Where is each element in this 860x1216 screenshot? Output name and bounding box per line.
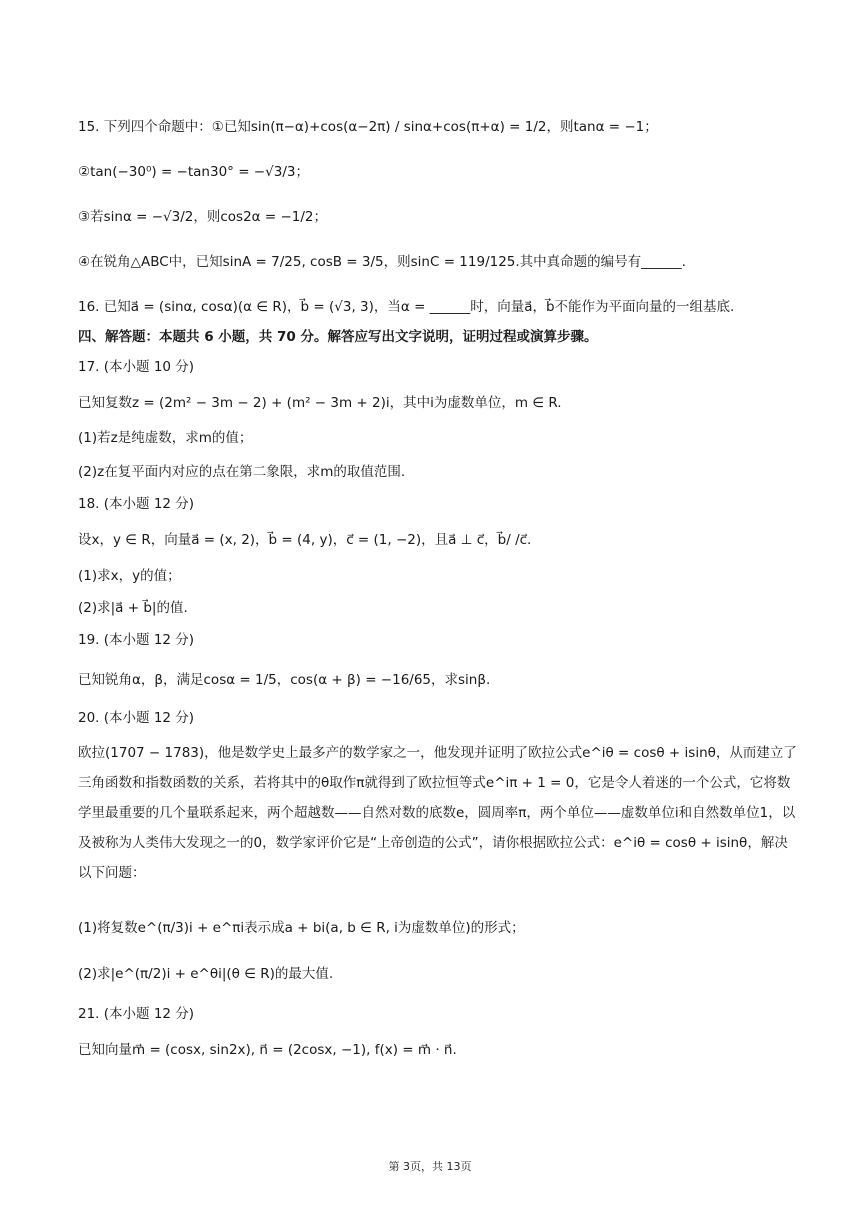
q16-stem: 16. 已知a⃗ = (sinα, cosα)(α ∈ R)，b⃗ = (√3, 3)，当α = ______时，向量a⃗，b⃗不能作为平面向量的一组基底. [78, 299, 735, 315]
q15-statement-4: ④在锐角△ABC中，已知sinA = 7/25, cosB = 3/5，则sinC = 119/125.其中真命题的编号有______. [78, 254, 686, 270]
q18-header: 18. (本小题 12 分) [78, 496, 195, 512]
q20-part-1: (1)将复数e^(π/3)i + e^πi表示成a + bi(a, b ∈ R, i为虚数单位)的形式； [78, 920, 525, 936]
q18-part-2: (2)求|a⃗ + b⃗|的值. [78, 600, 188, 616]
q15-stem: 15. 下列四个命题中：①已知sin(π−α)+cos(α−2π) / sinα+cos(π+α) = 1/2，则tanα = −1； [78, 119, 658, 135]
q17-stem: 已知复数z = (2m² − 3m − 2) + (m² − 3m + 2)i，其中i为虚数单位，m ∈ R. [78, 395, 562, 411]
q21-header: 21. (本小题 12 分) [78, 1006, 195, 1022]
q20-part-2: (2)求|e^(π/2)i + e^θi|(θ ∈ R)的最大值. [78, 966, 334, 982]
q21-stem: 已知向量m⃗ = (cosx, sin2x), n⃗ = (2cosx, −1), f(x) = m⃗ · n⃗. [78, 1042, 457, 1058]
q15-statement-2: ②tan(−30⁰) = −tan30° = −√3/3； [78, 164, 309, 180]
q20-header: 20. (本小题 12 分) [78, 710, 195, 726]
page-footer: 第 3页，共 13页 [388, 1160, 472, 1173]
q17-part-2: (2)z在复平面内对应的点在第二象限，求m的取值范围. [78, 464, 406, 480]
q17-part-1: (1)若z是纯虚数，求m的值； [78, 430, 253, 446]
q18-part-1: (1)求x，y的值； [78, 568, 181, 584]
q20-stem: 欧拉(1707 − 1783)，他是数学史上最多产的数学家之一，他发现并证明了欧拉公式e^iθ = cosθ + isinθ，从而建立了三角函数和指数函数的关系，若将其中的θ取作π就得到了欧拉恒等式e^iπ + 1 = 0，它是令人着迷的一个公式，它将数学里最重要的几个量联系起来，两个超越数——自然对数的底数e，圆周率π，两个单位——虚数单位i和自然数单位1，以及被称为人类伟大发现之一的0，数学家评价它是“上帝创造的公式”，请你根据欧拉公式：e^iθ = cosθ + isinθ，解决以下问题： [78, 745, 797, 881]
q19-header: 19. (本小题 12 分) [78, 632, 195, 648]
section-heading: 四、解答题：本题共 6 小题，共 70 分。解答应写出文字说明，证明过程或演算步骤。 [78, 329, 598, 345]
q19-stem: 已知锐角α，β，满足cosα = 1/5，cos(α + β) = −16/65，求sinβ. [78, 672, 491, 688]
q18-stem: 设x，y ∈ R，向量a⃗ = (x, 2)，b⃗ = (4, y)，c⃗ = (1, −2)，且a⃗ ⊥ c⃗，b⃗/ /c⃗. [78, 532, 532, 548]
q15-statement-3: ③若sinα = −√3/2，则cos2α = −1/2； [78, 209, 328, 225]
q17-header: 17. (本小题 10 分) [78, 359, 195, 375]
